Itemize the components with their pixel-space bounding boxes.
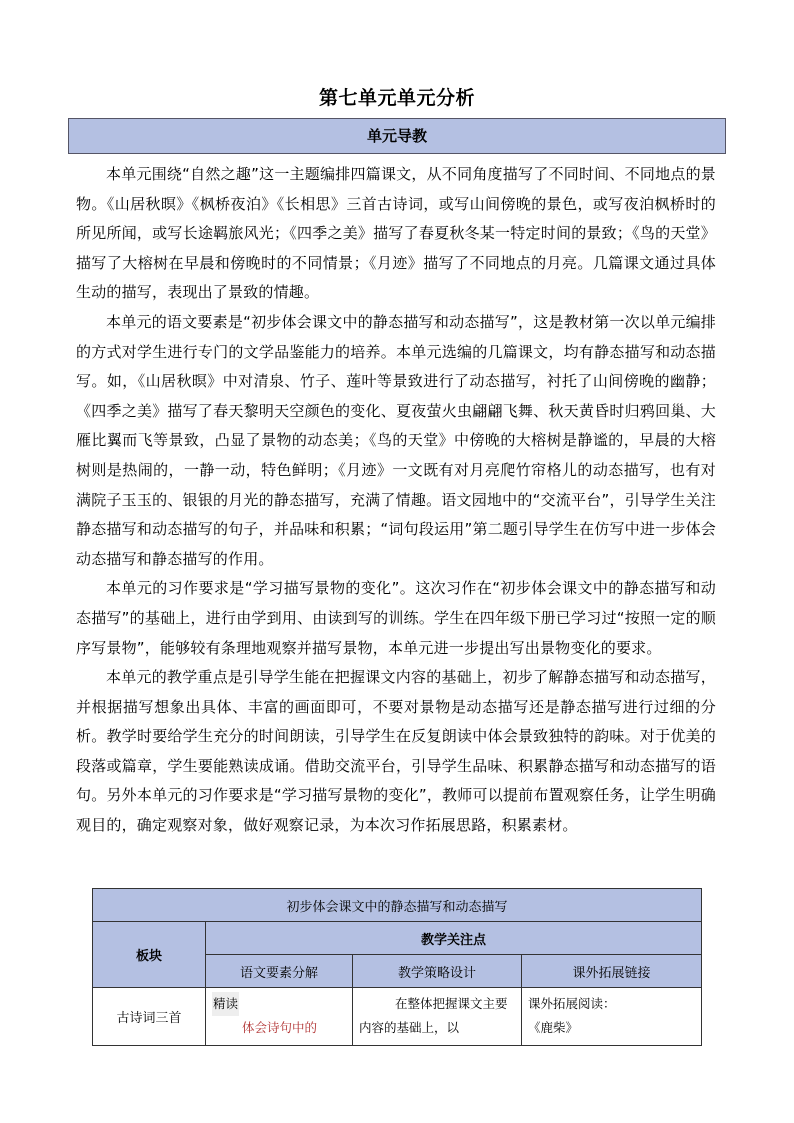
row-extension-label: 课外拓展阅读： bbox=[528, 996, 616, 1011]
paragraph-writing-requirement: 本单元的习作要求是“学习描写景物的变化”。这次习作在“初步体会课文中的静态描写和动态描写”的基础上，进行由学到用、由读到写的训练。学生在四年级下册已学习过“按照一定的顺序写景物”，能够较有条理地观察并描写景物，本单元进一步提出写出景物变化的要求。 bbox=[76, 579, 716, 657]
section-heading: 单元导教 bbox=[366, 127, 427, 145]
row-element-cell bbox=[206, 988, 353, 1046]
subheader-strategy-design: 教学策略设计 bbox=[353, 955, 522, 988]
intensive-reading-tag: 精读 bbox=[212, 992, 239, 1016]
row-extension-title: 《鹿柴》 bbox=[528, 1020, 579, 1035]
table-caption: 初步体会课文中的静态描写和动态描写 bbox=[93, 889, 702, 922]
row-strategy-cell bbox=[353, 988, 522, 1046]
paragraph-teaching-focus: 本单元的教学重点是引导学生能在把握课文内容的基础上，初步了解静态描写和动态描写，并根据描写想象出具体、丰富的画面即可，不要对景物是动态描写还是静态描写进行过细的分析。教学时要给学生充分的时间朗读，引导学生在反复朗读中体会景致独特的韵味。对于优美的段落或篇章，学生要能熟读成诵。借助交流平台，引导学生品味、积累静态描写和动态描写的语句。另外本单元的习作要求是“学习描写景物的变化”，教师可以提前布置观察任务，让学生明确观目的，确定观察对象，做好观察记录，为本次习作拓展思路，积累素材。 bbox=[76, 668, 716, 835]
teaching-focus-table bbox=[92, 888, 702, 1046]
row-extension-cell bbox=[522, 988, 702, 1046]
subheader-extension-links: 课外拓展链接 bbox=[522, 955, 702, 988]
section-heading-bar bbox=[68, 118, 726, 154]
paragraph-theme: 本单元围绕“自然之趣”这一主题编排四篇课文，从不同角度描写了不同时间、不同地点的景物。《山居秋暝》《枫桥夜泊》《长相思》三首古诗词，或写山间傍晚的景色，或写夜泊枫桥时的所见所闻，或写长途羁旅风光；《四季之美》描写了春夏秋冬某一特定时间的景致；《鸟的天堂》描写了大榕树在早晨和傍晚时的不同情景；《月迹》描写了不同地点的月亮。几篇课文通过具体生动的描写，表现出了景致的情趣。 bbox=[76, 165, 716, 302]
table-row bbox=[93, 988, 702, 1046]
page-title: 第七单元单元分析 bbox=[318, 87, 475, 109]
subheader-element-breakdown: 语文要素分解 bbox=[206, 955, 353, 988]
row-strategy-text: 在整体把握课文主要内容的基础上，以 bbox=[359, 996, 508, 1035]
column-header-focus: 教学关注点 bbox=[206, 922, 702, 955]
row-block-name: 古诗词三首 bbox=[93, 988, 206, 1046]
row-element-text: 体会诗句中的 bbox=[242, 1020, 318, 1035]
unit-analysis-body bbox=[76, 160, 716, 841]
column-header-block: 板块 bbox=[93, 922, 206, 988]
paragraph-language-element: 本单元的语文要素是“初步体会课文中的静态描写和动态描写”，这是教材第一次以单元编排的方式对学生进行专门的文学品鉴能力的培养。本单元选编的几篇课文，均有静态描写和动态描写。如，《山居秋暝》中对清泉、竹子、莲叶等景致进行了动态描写，衬托了山间傍晚的幽静；《四季之美》描写了春天黎明天空颜色的变化、夏夜萤火虫翩翩飞舞、秋天黄昏时归鸦回巢、大雁比翼而飞等景致，凸显了景物的动态美；《鸟的天堂》中傍晚的大榕树是静谧的，早晨的大榕树则是热闹的，一静一动，特色鲜明；《月迹》一文既有对月亮爬竹帘格儿的动态描写，也有对满院子玉玉的、银银的月光的静态描写，充满了情趣。语文园地中的“交流平台”，引导学生关注静态描写和动态描写的句子，并品味和积累；“词句段运用”第二题引导学生在仿写中进一步体会动态描写和静态描写的作用。 bbox=[76, 312, 716, 568]
